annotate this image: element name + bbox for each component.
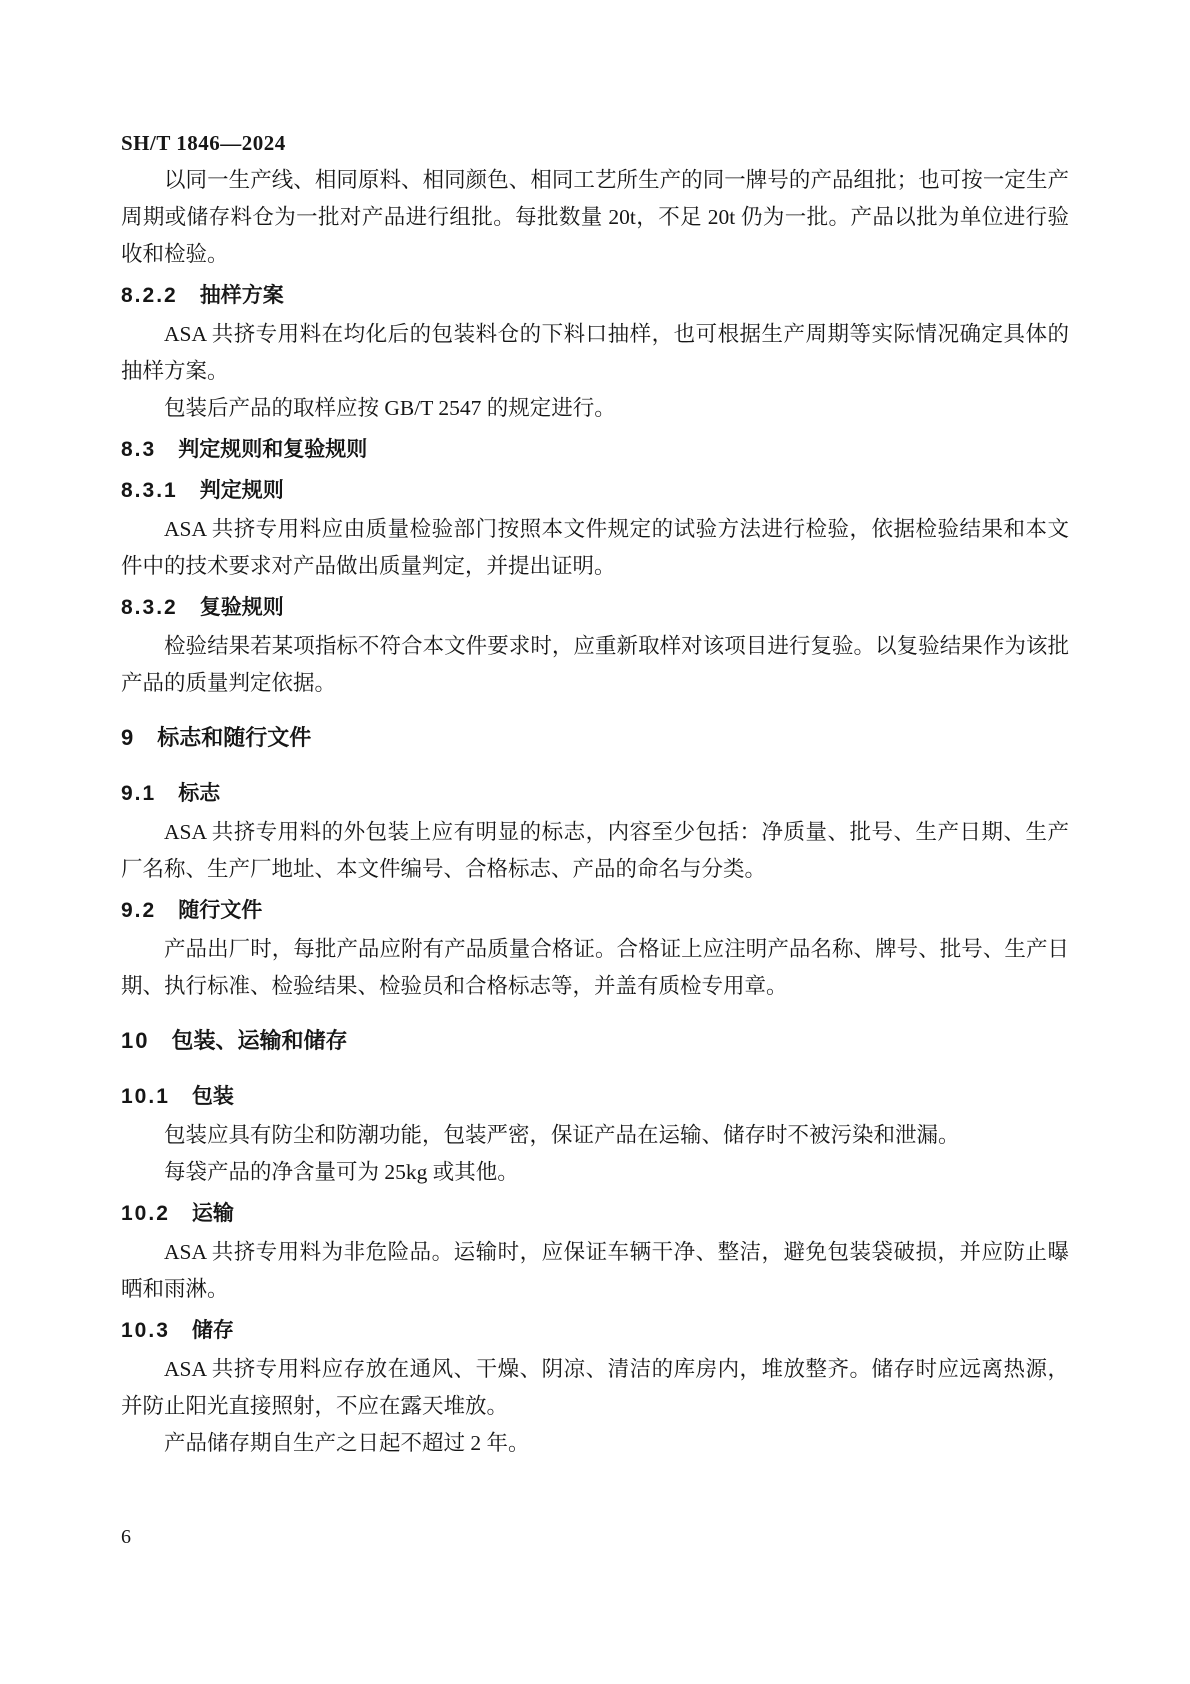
heading-title: 判定规则 xyxy=(199,479,284,502)
heading-title: 随行文件 xyxy=(178,899,263,922)
paragraph-transport-requirements: ASA 共挤专用料为非危险品。运输时，应保证车辆干净、整洁，避免包装袋破损，并应防止曝晒和雨淋。 xyxy=(121,1240,1069,1301)
heading-9-2-accompanying-documents xyxy=(121,892,1069,929)
heading-9-1-marking xyxy=(121,775,1069,812)
heading-title: 复验规则 xyxy=(199,596,284,619)
paragraph-packaging-function: 包装应具有防尘和防潮功能，包装严密，保证产品在运输、储存时不被污染和泄漏。 xyxy=(164,1123,960,1147)
heading-8-3-2-retest-rules xyxy=(121,589,1069,626)
heading-title: 判定规则和复验规则 xyxy=(178,438,368,461)
heading-number: 8.3 xyxy=(121,438,157,461)
paragraph-retest-rules: 检验结果若某项指标不符合本文件要求时，应重新取样对该项目进行复验。以复验结果作为该批产品的质量判定依据。 xyxy=(121,634,1069,695)
standard-number-header: SH/T 1846—2024 xyxy=(121,131,286,155)
heading-number: 8.3.2 xyxy=(121,596,178,619)
chapter-title: 包装、运输和储存 xyxy=(171,1028,348,1053)
heading-title: 运输 xyxy=(191,1202,234,1225)
heading-10-2-transport xyxy=(121,1195,1069,1232)
heading-8-2-2-sampling-plan xyxy=(121,277,1069,314)
page-number: 6 xyxy=(121,1526,131,1548)
heading-title: 标志 xyxy=(178,782,221,805)
heading-number: 8.3.1 xyxy=(121,479,178,502)
paragraph-storage-conditions: ASA 共挤专用料应存放在通风、干燥、阴凉、清洁的库房内，堆放整齐。储存时应远离热源，并防止阳光直接照射，不应在露天堆放。 xyxy=(121,1357,1069,1418)
paragraph-marking-requirements: ASA 共挤专用料的外包装上应有明显的标志，内容至少包括：净质量、批号、生产日期、生产厂名称、生产厂地址、本文件编号、合格标志、产品的命名与分类。 xyxy=(121,820,1069,881)
paragraph-net-content: 每袋产品的净含量可为 25kg 或其他。 xyxy=(164,1160,519,1184)
heading-number: 8.2.2 xyxy=(121,284,178,307)
heading-number: 10.2 xyxy=(121,1202,170,1225)
heading-8-3-1-judgment-rules xyxy=(121,472,1069,509)
chapter-9-marking-documents xyxy=(121,719,1069,756)
heading-number: 9.1 xyxy=(121,782,157,805)
paragraph-sampling-method: ASA 共挤专用料在均化后的包装料仓的下料口抽样，也可根据生产周期等实际情况确定具体的抽样方案。 xyxy=(121,322,1069,383)
chapter-10-packaging-transport-storage xyxy=(121,1022,1069,1059)
chapter-number: 9 xyxy=(121,725,136,750)
heading-title: 储存 xyxy=(191,1319,234,1342)
heading-8-3-judgment-retest-rules xyxy=(121,431,1069,468)
heading-title: 抽样方案 xyxy=(199,284,284,307)
heading-10-3-storage xyxy=(121,1312,1069,1349)
paragraph-batch-grouping: 以同一生产线、相同原料、相同颜色、相同工艺所生产的同一牌号的产品组批；也可按一定生产周期或储存料仓为一批对产品进行组批。每批数量 20t，不足 20t 仍为一批。产品以批为单位进行验收和检验。 xyxy=(121,168,1069,266)
paragraph-sampling-standard: 包装后产品的取样应按 GB/T 2547 的规定进行。 xyxy=(164,396,616,420)
paragraph-quality-certificate: 产品出厂时，每批产品应附有产品质量合格证。合格证上应注明产品名称、牌号、批号、生产日期、执行标准、检验结果、检验员和合格标志等，并盖有质检专用章。 xyxy=(121,937,1069,998)
heading-number: 10.3 xyxy=(121,1319,170,1342)
heading-title: 包装 xyxy=(191,1085,234,1108)
chapter-number: 10 xyxy=(121,1028,150,1053)
chapter-title: 标志和随行文件 xyxy=(157,725,312,750)
paragraph-storage-period: 产品储存期自生产之日起不超过 2 年。 xyxy=(164,1431,530,1455)
heading-number: 9.2 xyxy=(121,899,157,922)
heading-number: 10.1 xyxy=(121,1085,170,1108)
heading-10-1-packaging xyxy=(121,1078,1069,1115)
paragraph-judgment-rules: ASA 共挤专用料应由质量检验部门按照本文件规定的试验方法进行检验，依据检验结果和本文件中的技术要求对产品做出质量判定，并提出证明。 xyxy=(121,517,1069,578)
